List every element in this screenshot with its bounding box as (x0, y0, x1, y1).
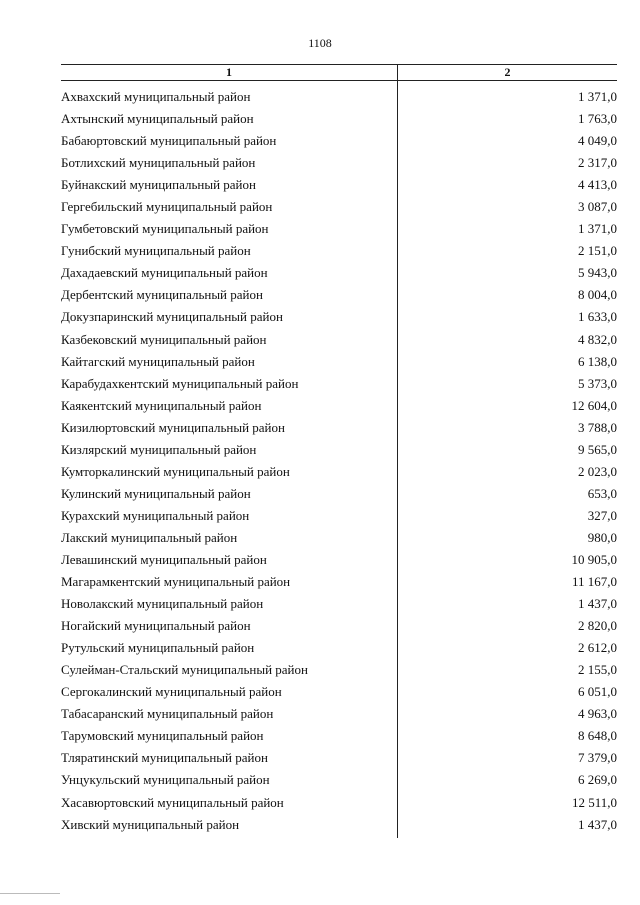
district-name: Докузпаринский муниципальный район (61, 309, 283, 325)
table-row (61, 306, 617, 328)
amount-value: 5 373,0 (578, 375, 617, 391)
amount-value: 12 511,0 (571, 794, 617, 810)
district-name: Дахадаевский муниципальный район (61, 265, 268, 281)
table-row (61, 196, 617, 218)
amount-value: 1 763,0 (578, 111, 617, 127)
district-name: Табасаранский муниципальный район (61, 706, 274, 722)
table-row (61, 593, 617, 615)
district-name: Хивский муниципальный район (61, 816, 240, 832)
amount-value: 2 023,0 (578, 463, 617, 479)
amount-value: 6 269,0 (578, 772, 617, 788)
amount-value: 6 051,0 (578, 684, 617, 700)
table-row (61, 461, 617, 483)
district-name: Каякентский муниципальный район (61, 397, 262, 413)
table-row (61, 747, 617, 769)
table-row (61, 373, 617, 395)
district-name: Тляратинский муниципальный район (61, 750, 268, 766)
amount-value: 10 905,0 (571, 552, 617, 567)
table-row (61, 505, 617, 527)
amount-value: 2 317,0 (578, 155, 617, 171)
page-number: 1108 (308, 36, 332, 50)
district-name: Бабаюртовский муниципальный район (61, 133, 277, 149)
district-name: Гергебильский муниципальный район (61, 199, 273, 215)
district-name: Рутульский муниципальный район (61, 640, 255, 656)
district-name: Сергокалинский муниципальный район (61, 684, 282, 700)
amount-value: 4 832,0 (578, 331, 617, 347)
district-name: Магарамкентский муниципальный район (61, 574, 291, 590)
table-row (61, 725, 617, 747)
district-name: Ногайский муниципальный район (61, 618, 251, 634)
table-row (61, 792, 617, 814)
table-row (61, 814, 617, 836)
district-name: Ахвахский муниципальный район (61, 89, 251, 105)
table-row (61, 86, 617, 108)
district-name: Лакский муниципальный район (61, 529, 238, 545)
district-name: Кизилюртовский муниципальный район (61, 419, 285, 435)
column-header-2: 2 (504, 65, 511, 79)
table-row (61, 483, 617, 505)
amount-value: 12 604,0 (571, 397, 617, 413)
amount-value: 9 565,0 (578, 441, 617, 457)
table-row (61, 549, 617, 571)
amount-value: 327,0 (587, 507, 617, 523)
table-row (61, 769, 617, 791)
table-row (61, 417, 617, 439)
district-name: Кизлярский муниципальный район (61, 441, 257, 457)
amount-value: 8 648,0 (578, 728, 617, 744)
table-row (61, 681, 617, 703)
district-name: Хасавюртовский муниципальный район (61, 794, 284, 810)
amount-value: 6 138,0 (578, 353, 617, 369)
table-row (61, 351, 617, 373)
table-body (61, 86, 617, 836)
table-row (61, 637, 617, 659)
column-header-1: 1 (226, 65, 232, 79)
district-name: Буйнакский муниципальный район (61, 177, 256, 193)
amount-value: 1 371,0 (578, 221, 617, 237)
amount-value: 980,0 (587, 529, 617, 545)
district-name: Ботлихский муниципальный район (61, 155, 256, 171)
district-name: Левашинский муниципальный район (61, 552, 267, 567)
amount-value: 2 612,0 (578, 640, 617, 656)
district-name: Карабудахкентский муниципальный район (61, 375, 299, 391)
district-name: Унцукульский муниципальный район (61, 772, 270, 788)
amount-value: 5 943,0 (578, 265, 617, 281)
district-name: Гунибский муниципальный район (61, 243, 251, 259)
table-row (61, 329, 617, 351)
amount-value: 1 437,0 (578, 596, 617, 612)
amount-value: 2 151,0 (578, 243, 617, 259)
amount-value: 653,0 (587, 485, 617, 501)
table-row (61, 615, 617, 637)
header-separator (61, 80, 617, 81)
amount-value: 8 004,0 (578, 287, 617, 303)
amount-value: 1 633,0 (578, 309, 617, 325)
amount-value: 1 371,0 (578, 89, 617, 105)
table-row (61, 703, 617, 725)
table-row (61, 527, 617, 549)
amount-value: 1 437,0 (578, 816, 617, 832)
district-name: Ахтынский муниципальный район (61, 111, 254, 127)
amount-value: 4 413,0 (578, 177, 617, 193)
table-row (61, 284, 617, 306)
amount-value: 3 087,0 (578, 199, 617, 215)
amount-value: 11 167,0 (571, 574, 617, 590)
amount-value: 4 049,0 (578, 133, 617, 149)
amount-value: 4 963,0 (578, 706, 617, 722)
table-row (61, 439, 617, 461)
table-row (61, 571, 617, 593)
district-name: Кумторкалинский муниципальный район (61, 463, 290, 479)
table-row (61, 174, 617, 196)
amount-value: 2 155,0 (578, 662, 617, 678)
table-row (61, 108, 617, 130)
scan-edge-mark (0, 893, 60, 894)
table-row (61, 152, 617, 174)
district-name: Кулинский муниципальный район (61, 485, 251, 501)
table-row (61, 659, 617, 681)
district-name: Гумбетовский муниципальный район (61, 221, 269, 237)
table-row (61, 218, 617, 240)
district-name: Тарумовский муниципальный район (61, 728, 264, 744)
table-row (61, 130, 617, 152)
amount-value: 7 379,0 (578, 750, 617, 766)
amount-value: 3 788,0 (578, 419, 617, 435)
district-name: Новолакский муниципальный район (61, 596, 264, 612)
district-name: Дербентский муниципальный район (61, 287, 263, 303)
district-name: Казбековский муниципальный район (61, 331, 267, 347)
district-name: Кайтагский муниципальный район (61, 353, 255, 369)
amount-value: 2 820,0 (578, 618, 617, 634)
table-row (61, 240, 617, 262)
district-name: Курахский муниципальный район (61, 507, 250, 523)
table-row (61, 262, 617, 284)
table-row (61, 395, 617, 417)
district-name: Сулейман-Стальский муниципальный район (61, 662, 308, 678)
